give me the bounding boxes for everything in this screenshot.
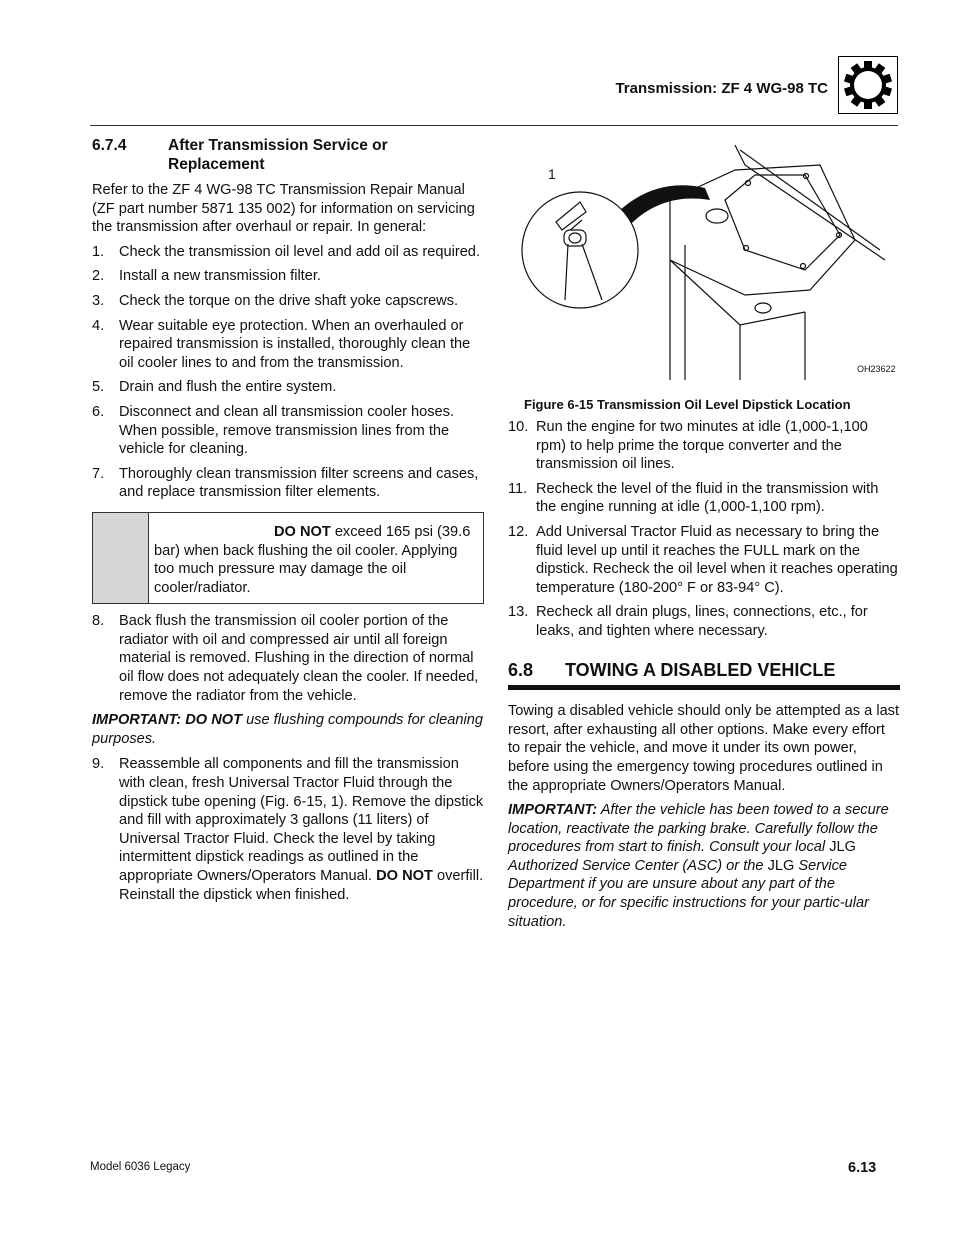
step-number: 4. (92, 317, 105, 334)
important-note-1 (92, 711, 484, 748)
steps-list-10-13 (508, 418, 900, 641)
section-heading-6-8 (508, 661, 900, 691)
important-text: use flushing compounds for cleaning purposes. (92, 712, 483, 747)
important-text-3: Service Department if you are unsure about any part of the procedure, or for specific instructions for your partic-ular situation. (508, 857, 869, 930)
step-text: Drain and flush the entire system. (119, 379, 337, 396)
step-number: 8. (92, 613, 105, 630)
towing-paragraph: Towing a disabled vehicle should only be attempted as a last resort, after exhausting all other options. Make every effort to repair the vehicle, and move it under its own power, before using the emergency towing procedures outlined in the appropriate Owners/Operators Manual. (508, 703, 900, 794)
important-text-2: Authorized Service Center (ASC) or the (508, 857, 768, 874)
step-text: Thoroughly clean transmission filter screens and cases, and replace transmission filter elements. (119, 465, 479, 501)
list-item (92, 465, 484, 502)
list-item (92, 317, 484, 373)
jlg-text-1: JLG (829, 839, 856, 856)
list-item (508, 603, 900, 640)
section-title: After Transmission Service or Replacement (168, 137, 388, 173)
step-number: 3. (92, 292, 105, 309)
step-number: 2. (92, 268, 105, 285)
list-item (92, 755, 484, 904)
step-9-text: Reassemble all components and fill the transmission with clean, fresh Universal Tractor Fluid through the dipstick tube opening (Fig. 6-15, 1). Remove the dipstick and fill with approximately 3 gallons (11 liters) of Universal Tractor Fluid. Check the level by taking intermittent dipstick readings as outlined in the appropriate Owners/Operators Manual. (119, 756, 484, 884)
steps-list-1-7 (92, 243, 484, 502)
step-text: Add Universal Tractor Fluid as necessary to bring the fluid level up until it reaches the FULL mark on the dipstick. Recheck the oil level when it reaches operating temperature (180-200° F or 83-94° C). (536, 523, 898, 596)
step-number: 9. (92, 756, 105, 773)
list-item (92, 403, 484, 459)
section-number: 6.8 (508, 659, 534, 680)
notice-do-not: DO NOT (274, 523, 331, 540)
step-text: Check the transmission oil level and add oil as required. (119, 243, 480, 260)
list-item (508, 523, 900, 597)
list-item (508, 480, 900, 517)
step-text (119, 755, 484, 904)
step-text: Recheck the level of the fluid in the transmission with the engine running at idle (1,000-1,100 rpm). (536, 480, 879, 516)
list-item (92, 378, 484, 397)
notice-text: exceed 165 psi (39.6 bar) when back flushing the oil cooler. Applying too much pressure may damage the oil cooler/radiator. (154, 523, 471, 596)
step-number: 7. (92, 465, 105, 482)
figure-illustration (520, 140, 900, 380)
step-text: Run the engine for two minutes at idle (1,000-1,100 rpm) to help prime the torque converter and the transmission oil lines. (536, 419, 868, 473)
list-item (92, 612, 484, 705)
list-item (92, 292, 484, 311)
gear-icon (838, 56, 898, 114)
important-do-not: DO NOT (185, 712, 243, 729)
step-text: Back flush the transmission oil cooler portion of the radiator with oil and compressed air until all foreign material is removed. Flushing in the direction of normal oil flow does not adequately clean the cooler. If needed, remove the radiator from the vehicle. (119, 613, 479, 704)
step-number: 10. (508, 419, 529, 435)
step-text: Disconnect and clean all transmission cooler hoses. When possible, remove transmission lines from the vehicle for cleaning. (119, 403, 455, 458)
right-column (508, 418, 900, 931)
figure-caption: Figure 6-15 Transmission Oil Level Dipstick Location (524, 397, 851, 412)
important-text-1: After the vehicle has been towed to a secure location, reactivate the parking brake. Carefully follow the procedures from start to finish. Consult your local (508, 802, 889, 856)
list-item (508, 418, 900, 474)
step-number: 6. (92, 403, 105, 420)
section-heading-6-7-4 (92, 136, 484, 174)
section-number: 6.7.4 (92, 137, 127, 154)
left-column (92, 136, 484, 904)
step-text: Check the torque on the drive shaft yoke capscrews. (119, 292, 459, 309)
list-item (92, 243, 484, 262)
header-rule (90, 125, 898, 126)
running-header-title: Transmission: ZF 4 WG-98 TC (615, 80, 828, 97)
step-number: 1. (92, 243, 105, 260)
section-title: TOWING A DISABLED VEHICLE (565, 659, 836, 680)
step-text: Recheck all drain plugs, lines, connections, etc., for leaks, and tighten where necessary. (536, 604, 868, 639)
jlg-text-2: JLG (767, 857, 795, 874)
step-number: 11. (508, 480, 528, 497)
important-label: IMPORTANT: (508, 802, 598, 819)
footer-model: Model 6036 Legacy (90, 1161, 191, 1173)
important-note-2 (508, 801, 900, 931)
step-text: Install a new transmission filter. (119, 268, 321, 285)
intro-paragraph: Refer to the ZF 4 WG-98 TC Transmission Repair Manual (ZF part number 5871 135 002) for information on servicing the transmission after overhaul or repair. In general: (92, 182, 475, 236)
step-text: Wear suitable eye protection. When an overhauled or repaired transmission is installed, thoroughly clean the oil cooler lines to and from the transmission. (119, 317, 471, 371)
figure-callout-1: 1 (548, 166, 556, 182)
notice-body (149, 513, 483, 603)
list-item (92, 267, 484, 286)
notice-box (92, 512, 484, 604)
page-number: 6.13 (848, 1160, 877, 1176)
step-9-tail: overfill. Reinstall the dipstick when finished. (119, 868, 484, 903)
step-number: 12. (508, 523, 529, 540)
important-label: IMPORTANT: (92, 712, 182, 729)
step-number: 5. (92, 379, 105, 396)
step-9-do-not: DO NOT (376, 868, 433, 884)
notice-label-panel (93, 513, 149, 603)
figure-code: OH23622 (857, 364, 896, 374)
step-number: 13. (508, 604, 529, 621)
